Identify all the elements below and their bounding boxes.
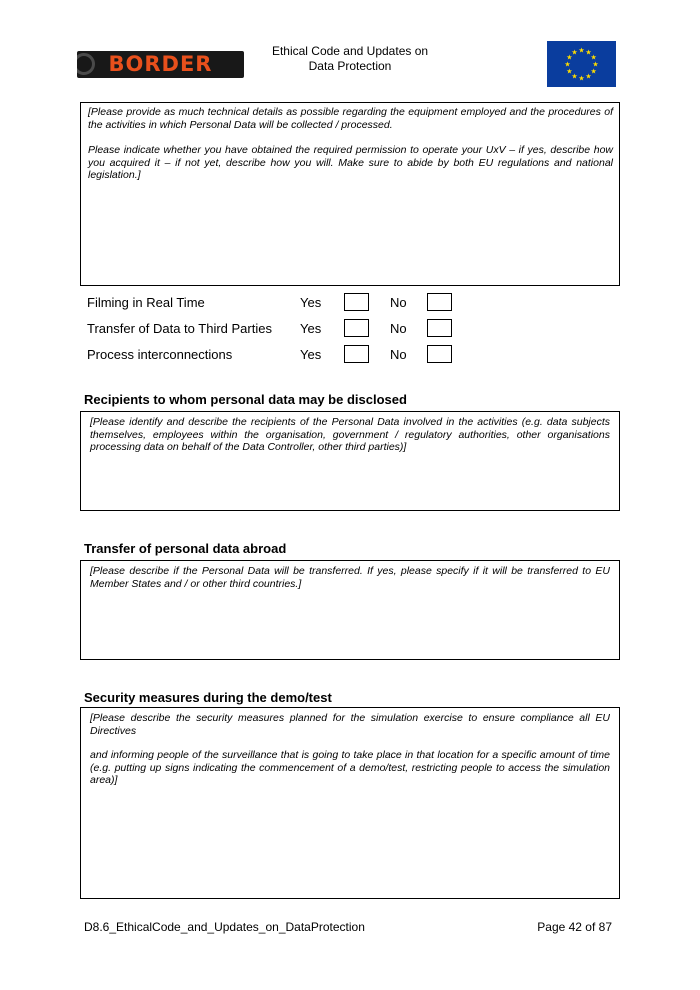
no-label: No	[390, 295, 407, 310]
logo-text: BORDER	[108, 52, 213, 76]
equipment-instructions: [Please provide as much technical details as possible regarding the equipment employed and the procedures of the activities in which Personal Data will be collected / processed.	[88, 106, 613, 131]
eu-star-icon: ★	[571, 73, 578, 81]
footer-document-id: D8.6_EthicalCode_and_Updates_on_DataProtection	[84, 920, 365, 934]
eu-star-icon: ★	[566, 68, 573, 76]
recipients-box[interactable]	[80, 411, 620, 511]
eu-star-icon: ★	[585, 49, 592, 57]
eu-flag-icon	[547, 41, 616, 87]
transfer-instructions: [Please describe if the Personal Data will be transferred. If yes, please specify if it will be transferred to EU Member States and / or other third countries.]	[90, 565, 610, 590]
surveillance-instructions: and informing people of the surveillance that is going to take place in that location for a specific amount of time (e.g. putting up signs indicating the commencement of a demo/test, restricting people to access the simulation area)]	[90, 749, 610, 787]
header-title-line2: Data Protection	[308, 59, 392, 73]
yes-label: Yes	[300, 347, 322, 362]
no-checkbox[interactable]	[427, 345, 452, 363]
equipment-description-box[interactable]	[80, 102, 620, 286]
eu-star-icon: ★	[578, 47, 585, 55]
yes-checkbox[interactable]	[344, 293, 369, 311]
security-box[interactable]	[80, 707, 620, 899]
recipients-heading: Recipients to whom personal data may be disclosed	[84, 392, 407, 407]
eu-star-icon: ★	[564, 61, 571, 69]
security-heading: Security measures during the demo/test	[84, 690, 332, 705]
yes-checkbox[interactable]	[344, 319, 369, 337]
option-label: Filming in Real Time	[87, 295, 205, 310]
roborder-logo	[77, 51, 244, 78]
header-title	[250, 44, 450, 74]
transfer-box[interactable]	[80, 560, 620, 660]
transfer-heading: Transfer of personal data abroad	[84, 541, 287, 556]
eu-star-icon: ★	[578, 75, 585, 83]
security-instructions: [Please describe the security measures planned for the simulation exercise to ensure compliance all EU Directives	[90, 712, 610, 737]
no-label: No	[390, 347, 407, 362]
option-label: Transfer of Data to Third Parties	[87, 321, 272, 336]
yes-label: Yes	[300, 295, 322, 310]
yes-label: Yes	[300, 321, 322, 336]
header-title-line1: Ethical Code and Updates on	[271, 44, 429, 58]
yes-checkbox[interactable]	[344, 345, 369, 363]
eu-star-icon: ★	[590, 68, 597, 76]
footer-page-number: Page 42 of 87	[537, 920, 612, 934]
no-checkbox[interactable]	[427, 293, 452, 311]
eu-star-icon: ★	[585, 73, 592, 81]
eu-star-icon: ★	[566, 54, 573, 62]
no-checkbox[interactable]	[427, 319, 452, 337]
recipients-instructions: [Please identify and describe the recipients of the Personal Data involved in the activities (e.g. data subjects themselves, employees within the organisation, government / regulatory authorities, other organisations processing data on behalf of the Data Controller, other third parties)]	[90, 416, 610, 454]
eu-star-icon: ★	[571, 49, 578, 57]
permission-instructions: Please indicate whether you have obtained the required permission to operate your UxV – if yes, describe how you acquired it – if not yet, describe how you will. Make sure to abide by both EU regulations and national legislation.]	[88, 144, 613, 182]
no-label: No	[390, 321, 407, 336]
option-label: Process interconnections	[87, 347, 233, 362]
eu-star-icon: ★	[592, 61, 599, 69]
eu-star-icon: ★	[590, 54, 597, 62]
